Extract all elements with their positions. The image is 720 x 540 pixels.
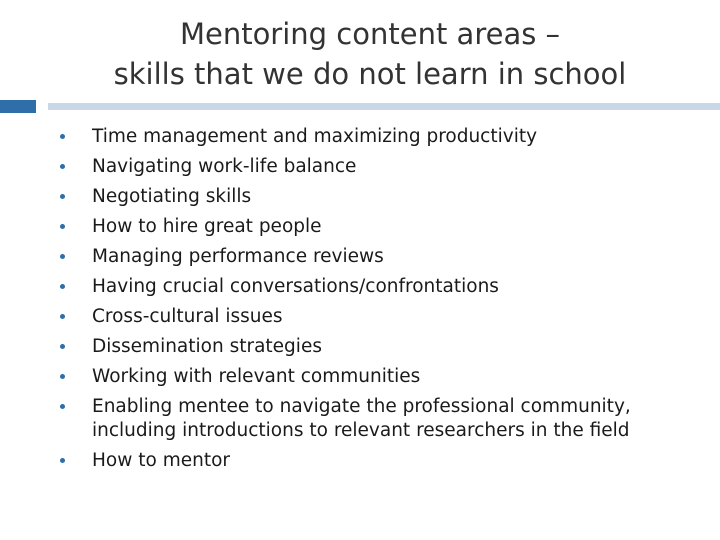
list-item	[48, 365, 688, 389]
bullet-text: Managing performance reviews	[92, 246, 384, 267]
bullet-icon	[60, 194, 65, 199]
bullet-text: Working with relevant communities	[92, 366, 421, 387]
list-item	[48, 155, 688, 179]
list-item	[48, 335, 688, 359]
bullet-icon	[60, 224, 65, 229]
bullet-text: Enabling mentee to navigate the professional community, including introductions to relevant researchers in the field	[92, 396, 631, 441]
bullet-icon	[60, 134, 65, 139]
slide-title-line-2: skills that we do not learn in school	[113, 57, 627, 91]
list-item	[48, 245, 688, 269]
accent-line	[48, 103, 720, 110]
bullet-text: Navigating work-life balance	[92, 156, 357, 177]
bullet-text: How to mentor	[92, 450, 231, 471]
list-item	[48, 305, 688, 329]
list-item	[48, 125, 688, 149]
bullet-text: How to hire great people	[92, 216, 322, 237]
bullet-icon	[60, 404, 65, 409]
title-accent-bar	[0, 100, 720, 113]
bullet-text: Negotiating skills	[92, 186, 252, 207]
bullet-text: Cross-cultural issues	[92, 306, 283, 327]
bullet-text: Time management and maximizing productivity	[92, 126, 538, 147]
list-item	[48, 449, 688, 473]
accent-square	[0, 100, 36, 113]
bullet-list	[48, 125, 688, 479]
bullet-icon	[60, 344, 65, 349]
bullet-icon	[60, 254, 65, 259]
bullet-icon	[60, 284, 65, 289]
slide-title	[80, 14, 660, 94]
bullet-icon	[60, 374, 65, 379]
list-item	[48, 395, 688, 443]
bullet-icon	[60, 164, 65, 169]
bullet-text: Having crucial conversations/confrontations	[92, 276, 499, 297]
bullet-icon	[60, 314, 65, 319]
list-item	[48, 185, 688, 209]
list-item	[48, 275, 688, 299]
bullet-text: Dissemination strategies	[92, 336, 322, 357]
bullet-icon	[60, 458, 65, 463]
slide-title-line-1: Mentoring content areas –	[179, 17, 561, 51]
list-item	[48, 215, 688, 239]
